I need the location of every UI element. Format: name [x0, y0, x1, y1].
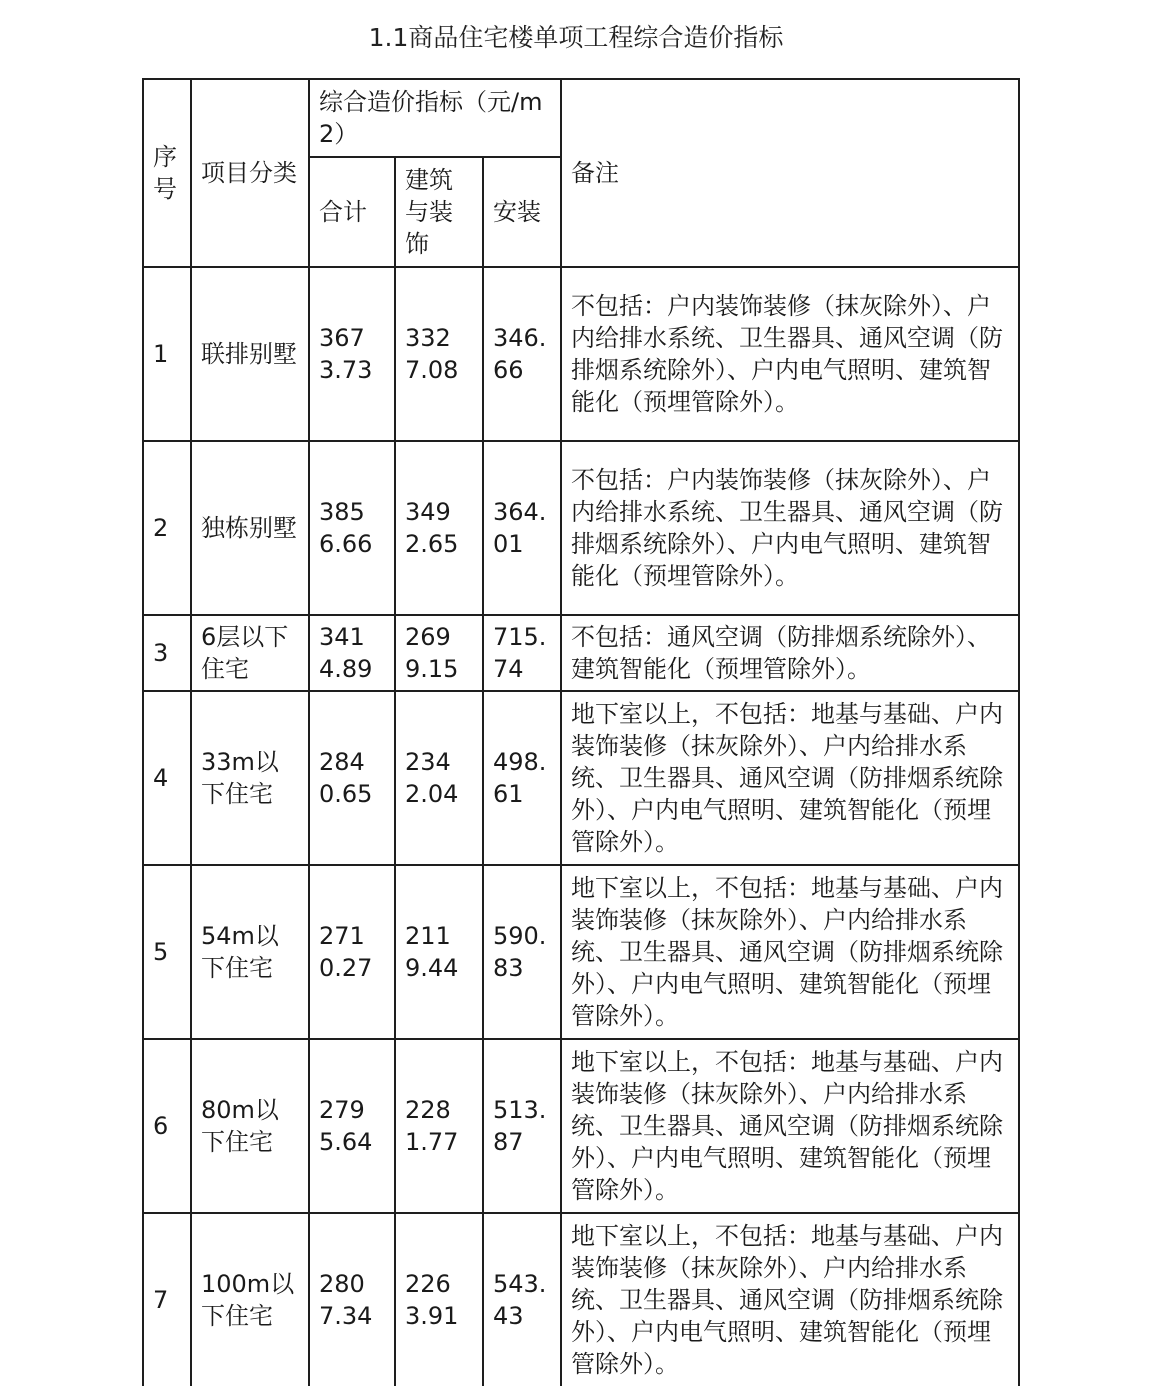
cell-install: 364.01	[483, 441, 561, 615]
table-row	[143, 615, 1019, 691]
cell-install: 590.83	[483, 865, 561, 1039]
cell-no: 3	[143, 615, 191, 691]
cell-category: 54m以下住宅	[191, 865, 309, 1039]
cell-note: 地下室以上，不包括：地基与基础、户内装饰装修（抹灰除外）、户内给排水系统、卫生器具、通风空调（防排烟系统除外）、户内电气照明、建筑智能化（预埋管除外）。	[561, 691, 1019, 865]
cost-index-table	[142, 78, 1020, 1386]
header-total: 合计	[309, 157, 395, 267]
header-row-top	[143, 79, 1019, 157]
cell-total: 2807.34	[309, 1213, 395, 1386]
cell-total: 3673.73	[309, 267, 395, 441]
header-note: 备注	[561, 79, 1019, 267]
cell-note: 不包括：户内装饰装修（抹灰除外）、户内给排水系统、卫生器具、通风空调（防排烟系统除外）、户内电气照明、建筑智能化（预埋管除外）。	[561, 267, 1019, 441]
header-install: 安装	[483, 157, 561, 267]
cell-note: 地下室以上，不包括：地基与基础、户内装饰装修（抹灰除外）、户内给排水系统、卫生器具、通风空调（防排烟系统除外）、户内电气照明、建筑智能化（预埋管除外）。	[561, 865, 1019, 1039]
cell-category: 100m以下住宅	[191, 1213, 309, 1386]
cell-install: 715.74	[483, 615, 561, 691]
cell-total: 3856.66	[309, 441, 395, 615]
cell-no: 4	[143, 691, 191, 865]
cell-no: 7	[143, 1213, 191, 1386]
cell-total: 2840.65	[309, 691, 395, 865]
cell-total: 2710.27	[309, 865, 395, 1039]
cell-install: 346.66	[483, 267, 561, 441]
cell-building: 2263.91	[395, 1213, 483, 1386]
cell-building: 2342.04	[395, 691, 483, 865]
cell-building: 3327.08	[395, 267, 483, 441]
cell-category: 80m以下住宅	[191, 1039, 309, 1213]
header-building: 建筑与装饰	[395, 157, 483, 267]
cell-total: 2795.64	[309, 1039, 395, 1213]
cell-total: 3414.89	[309, 615, 395, 691]
cell-install: 498.61	[483, 691, 561, 865]
table-row	[143, 865, 1019, 1039]
cell-no: 2	[143, 441, 191, 615]
table-row	[143, 691, 1019, 865]
table-row	[143, 1213, 1019, 1386]
cell-category: 6层以下住宅	[191, 615, 309, 691]
header-index-group: 综合造价指标（元/m2）	[309, 79, 561, 157]
table-row	[143, 1039, 1019, 1213]
cell-category: 联排别墅	[191, 267, 309, 441]
cell-no: 6	[143, 1039, 191, 1213]
cell-install: 513.87	[483, 1039, 561, 1213]
cell-note: 地下室以上，不包括：地基与基础、户内装饰装修（抹灰除外）、户内给排水系统、卫生器具、通风空调（防排烟系统除外）、户内电气照明、建筑智能化（预埋管除外）。	[561, 1213, 1019, 1386]
cell-category: 33m以下住宅	[191, 691, 309, 865]
cell-install: 543.43	[483, 1213, 561, 1386]
cell-note: 不包括：通风空调（防排烟系统除外）、建筑智能化（预埋管除外）。	[561, 615, 1019, 691]
cell-building: 2699.15	[395, 615, 483, 691]
cell-category: 独栋别墅	[191, 441, 309, 615]
cell-no: 1	[143, 267, 191, 441]
page-title: 1.1商品住宅楼单项工程综合造价指标	[368, 23, 784, 52]
cell-note: 不包括：户内装饰装修（抹灰除外）、户内给排水系统、卫生器具、通风空调（防排烟系统除外）、户内电气照明、建筑智能化（预埋管除外）。	[561, 441, 1019, 615]
table-row	[143, 267, 1019, 441]
table-row	[143, 441, 1019, 615]
header-category: 项目分类	[191, 79, 309, 267]
cell-building: 3492.65	[395, 441, 483, 615]
header-no: 序号	[143, 79, 191, 267]
cell-note: 地下室以上，不包括：地基与基础、户内装饰装修（抹灰除外）、户内给排水系统、卫生器具、通风空调（防排烟系统除外）、户内电气照明、建筑智能化（预埋管除外）。	[561, 1039, 1019, 1213]
cell-building: 2281.77	[395, 1039, 483, 1213]
cell-building: 2119.44	[395, 865, 483, 1039]
cell-no: 5	[143, 865, 191, 1039]
